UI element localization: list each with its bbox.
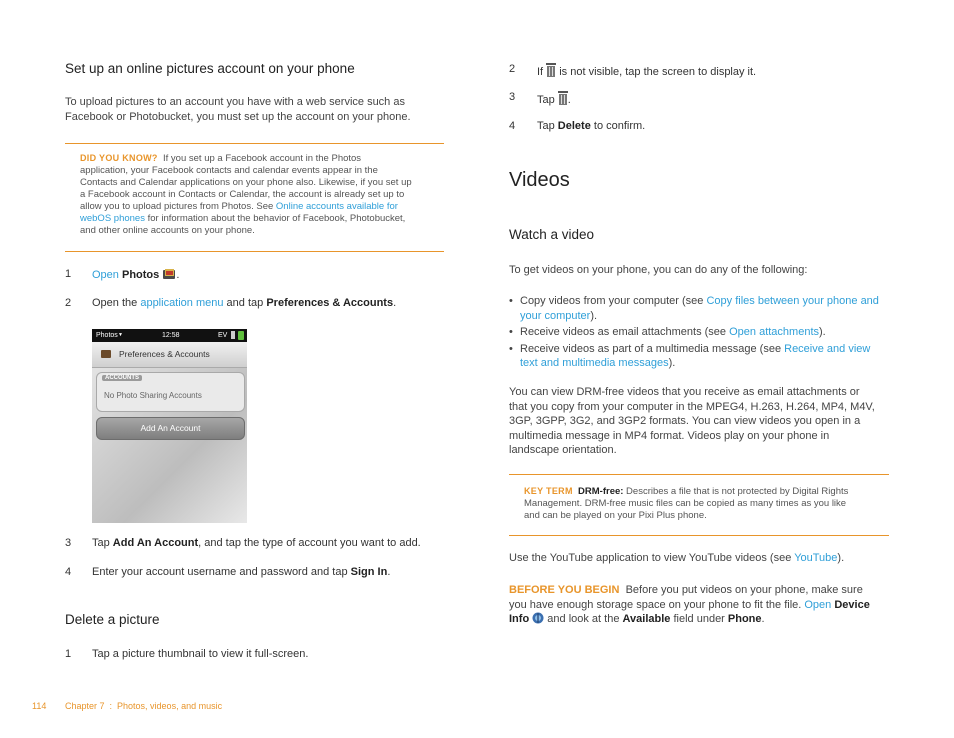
r-step-3-text: Tap . [537,91,571,108]
link-youtube[interactable]: YouTube [794,552,838,564]
chevron-down-icon: ▼ [118,332,123,338]
list-item: • Copy videos from your computer (see Copy files between your phone and your computer). [509,295,879,322]
step-1-number: 1 [65,268,72,280]
phone-status-bar: Photos ▼ 12:58 EV [92,329,247,342]
link-your-computer[interactable]: your computer [520,309,591,322]
callout-top-rule [65,143,444,144]
phone-body [92,368,247,523]
youtube-paragraph: Use the YouTube application to view YouTube videos (see YouTube). [509,552,845,564]
bullet-list [509,294,899,371]
videos-title: Videos [509,169,570,191]
step-2-number: 2 [65,297,72,309]
link-open-attachments[interactable]: Open attachments [729,326,819,339]
delete-step-1-text: Tap a picture thumbnail to view it full-screen. [92,648,309,660]
link-application-menu[interactable]: application menu [140,297,224,309]
section-title-online-account: Set up an online pictures account on your phone [65,61,355,76]
link-online-accounts[interactable]: Online accounts available for [275,201,398,212]
key-term-bottom-rule [509,535,889,536]
list-item: • Receive videos as email attachments (see Open attachments). [509,326,826,339]
phone-accounts-section: ACCOUNTS No Photo Sharing Accounts [96,372,245,412]
link-multimedia-messages[interactable]: text and multimedia messages [520,357,669,370]
phone-header: Preferences & Accounts [92,342,247,368]
link-webos-phones[interactable]: webOS phones [80,213,145,224]
watch-video-intro: To get videos on your phone, you can do any of the following: [509,264,808,276]
key-term-callout: KEY TERM DRM-free: Describes a file that is not protected by Digital Rights Management. DRM-free music files can be copied as many times as you like and can be played on your Pixi Plus phone. [524,486,849,521]
watch-video-title: Watch a video [509,227,595,242]
page-number: 114 [32,701,47,711]
trash-icon [546,63,556,80]
photos-app-icon [162,268,176,283]
phone-screenshot [92,329,247,523]
step-1-text: Open Photos . [92,269,180,281]
r-step-3-number: 3 [509,91,516,103]
key-term-top-rule [509,474,889,475]
step-2-text: Open the application menu and tap Preferences & Accounts. [92,297,397,309]
photos-header-icon [101,350,111,358]
r-step-2-number: 2 [509,63,516,75]
trash-icon [558,91,568,108]
delete-step-1-number: 1 [65,648,72,660]
link-open-device-info[interactable]: Open [804,598,832,611]
r-step-4-number: 4 [509,120,516,132]
signal-icon [231,331,235,339]
r-step-4-text: Tap Delete to confirm. [537,120,646,132]
delete-picture-title: Delete a picture [65,612,160,627]
drm-paragraph: You can view DRM-free videos that you receive as email attachments or that you copy from your computer in the MPEG4, H.263, H.264, MP4, M4V, 3GP, 3GPP, 3G2, and 3GP2 formats. You can view videos you open in a multimedia message in MP4 format. Videos play on your phone in landscape orientation. [509,386,875,457]
step-3-text: Tap Add An Account, and tap the type of account you want to add. [92,537,421,549]
r-step-2-text: If is not visible, tap the screen to display it. [537,63,756,80]
did-you-know-callout: DID YOU KNOW? If you set up a Facebook account in the Photos application, your Facebook contacts and calendar events appear in the Contacts and Calendar applications on your phone also. Likewise, if you set up a Facebook account in Contacts or Calendar, the account is already set up to allow you to upload pictures from Photos. See Online accounts available for webOS phones for information about the behavior of Facebook, Photobucket, and other online accounts on your phone. [80,153,412,236]
phone-add-account-button[interactable]: Add An Account [96,417,245,440]
link-open-photos[interactable]: Open [92,269,119,281]
chapter-footer: Chapter 7 : Photos, videos, and music [65,701,223,711]
step-3-number: 3 [65,537,72,549]
step-4-number: 4 [65,566,72,578]
callout-bottom-rule [65,251,444,252]
link-receive-and-view[interactable]: Receive and view [784,342,871,355]
list-item: • Receive videos as part of a multimedia message (see Receive and view text and multimedia messages). [509,342,871,370]
before-you-begin: BEFORE YOU BEGIN Before you put videos on your phone, make sure you have enough storage space on your phone to fit the file. Open Device Info and look at the Available field under Phone. [509,583,870,629]
battery-icon [238,331,244,340]
device-info-icon [532,612,544,629]
step-4-text: Enter your account username and password and tap Sign In. [92,566,391,578]
link-copy-files[interactable]: Copy files between your phone and [706,295,879,307]
online-account-intro: To upload pictures to an account you have with a web service such as Facebook or Photobucket, you must set up the account on your phone. [65,96,411,123]
